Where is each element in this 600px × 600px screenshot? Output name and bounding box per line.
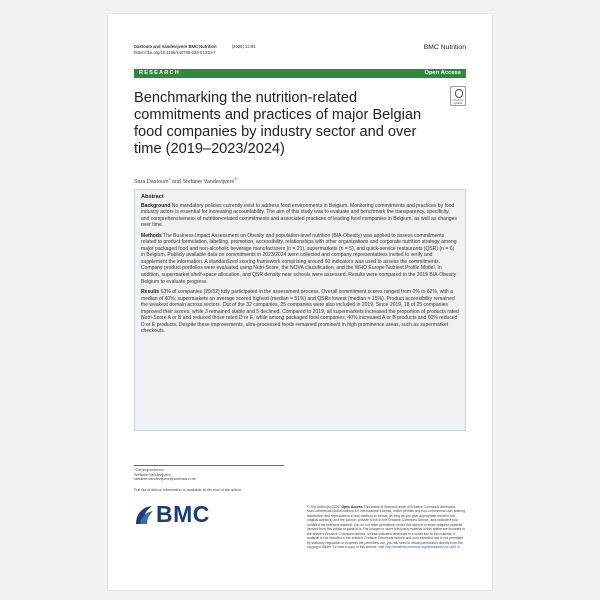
check-for-updates-badge[interactable] (450, 86, 466, 106)
bmc-logo-icon (134, 504, 154, 526)
author-list (134, 177, 238, 185)
article-type-label: RESEARCH (139, 70, 180, 76)
correspondence-block (134, 465, 284, 482)
abstract-box (134, 189, 466, 431)
update-badge-text: Check for updates (452, 99, 464, 105)
section-label: Background (141, 202, 171, 209)
doi-link[interactable]: https://doi.org/10.1186/s40795-026-01310-7 (134, 50, 216, 55)
article-type-banner (134, 69, 466, 78)
correspondence-email[interactable]: stefanie.vandevijvere@sciensano.be (134, 477, 196, 482)
article-page (108, 14, 492, 590)
journal-citation: Dastoum and Vandevijvere BMC Nutrition (134, 44, 217, 49)
abstract-methods (141, 233, 459, 285)
license-statement (307, 505, 466, 550)
author-name: Sara Dastoum (134, 178, 169, 185)
bmc-logo-text: BMC (156, 501, 210, 527)
license-link[interactable]: http://creativecommons.org/licenses/by-nc-nd/4.0/. (385, 545, 461, 550)
year-page: (2026) 12:84 (231, 44, 256, 49)
abstract-results (141, 289, 459, 335)
article-title: Benchmarking the nutrition-related commitments and practices of major Belgian food companies by industry sector and over time (2019–2023/2024) (134, 90, 422, 157)
section-label: Results (141, 289, 160, 296)
correspondence-label: *Correspondence: (134, 468, 165, 472)
author-info-note: Full list of author information is available at the end of the article (134, 488, 242, 492)
affiliation-marker: 1 (168, 177, 171, 181)
license-text: This article is licensed under a Creative Commons Attribution-NonCommercial-NoDerivatives 4.0 International License, which permits any non-commercial use, sharing, distribution and reproduction in any medium or format, as long as you give appropriate credit to the original author(s) and the source, provide a link to the Creative Commons licence, and indicate if you modified the licensed material. You do not have permission under this licence to share adapted material derived from this article or parts of it. The images or other third party material in this article are included in the article's Creative Commons licence, unless indicated otherwise in a credit line to the material. If material is not included in the article's Creative Commons licence and your intended use is not permitted by statutory regulation or exceeds the permitted use, you will need to obtain permission directly from the copyright holder. To view a copy of this licence, visit (307, 505, 466, 550)
section-text: The Business Impact Assessment on Obesity and population-level nutrition (BIA-Obesity) was applied to assess commitments related to product formulation, labelling, promotion, accessibility, relationships with other organizations and corporate nutrition strategy among major packaged food and non-alcoholic beverage manufacturers (n = 21), supermarkets (n = 5), and quick-service restaurants (QSR) (n = 6) in Belgium. Publicly available data on commitments in 2023/2024 were collected and company representatives invited to verify and supplement the information. A standardized scoring framework comprising around 60 indicators was used to assess the commitments. Company product portfolios were evaluated using Nutri-Score, the NOVA classification, and the WHO Europe Nutrient Profile Model. In addition, supermarket shelf-space allocation, and QSR density near schools were assessed. Results were compared to the 2019 BIA-Obesity Belgium to evaluate progress. (141, 232, 457, 285)
author-name: and Stefanie Vandevijvere (171, 178, 235, 185)
section-text: No mandatory policies currently exist to address food environments in Belgium. Monitoring commitments and practices by food industry actors is essential for increasing accountability. The aim of this study was to evaluate and benchmark the transparency, specificity, and comprehensiveness of nutrition-related commitments and associated practices of leading food companies in Belgium, as well as changes over time. (141, 202, 457, 229)
journal-brand: BMC Nutrition (423, 44, 466, 51)
bmc-logo (134, 501, 210, 528)
affiliation-marker: 1* (234, 177, 238, 181)
open-access-tag: Open Access (341, 505, 363, 509)
section-text: 63% of companies (20/32) fully participated in the assessment process. Overall commitment scores ranged from 0% to 82%, with a median of 40%; supermarkets on average scored highest (median = 51%) and QSRs lowest (median = 15%). Product accessibility remained the weakest domain across sectors. Out of the 32 companies, 25 companies were also included in 2019. Since 2019, 18 of 25 companies improved their scores, while 3 remained stable and 5 declined. Compared to 2019, all supermarkets increased the proportion of products rated Nutri-Score A or B and reduced those rated D or E, while among packaged food companies, 40% increased A or B products and 60% reduced D or E products. Despite these improvements, ultra-processed foods remained prominent in high prominence areas, such as supermarket checkouts. (141, 289, 459, 335)
abstract-background (141, 203, 459, 229)
citation-block (134, 44, 256, 56)
copyright-lead: © The Author(s) 2026. (307, 505, 341, 509)
open-access-label: Open Access (424, 70, 461, 76)
update-icon (455, 89, 464, 98)
section-label: Methods (141, 232, 162, 239)
running-header (134, 44, 466, 64)
correspondence-name: Stefanie Vandevijvere (134, 472, 171, 477)
abstract-heading: Abstract (141, 194, 164, 200)
